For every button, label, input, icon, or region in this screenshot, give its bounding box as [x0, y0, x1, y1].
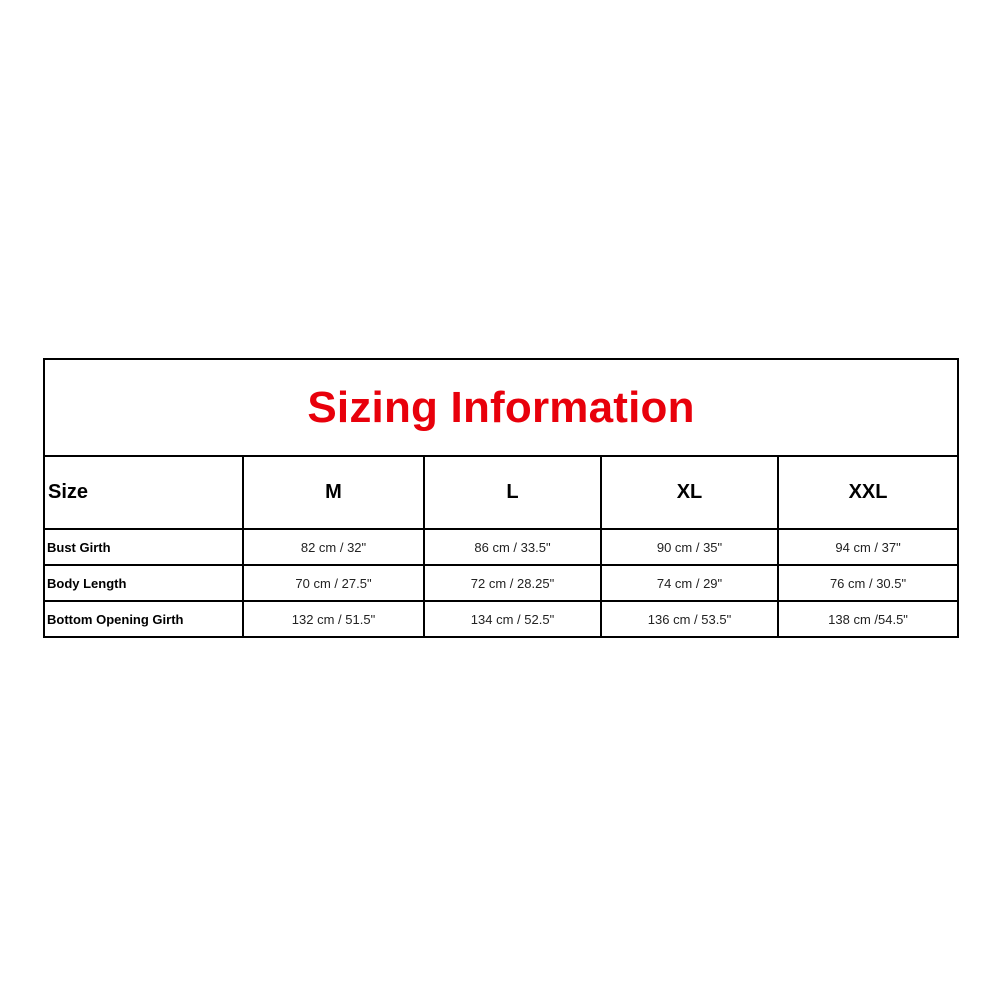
table-cell: 70 cm / 27.5": [243, 565, 424, 601]
size-header-xl: XL: [601, 456, 778, 529]
table-cell: 138 cm /54.5": [778, 601, 958, 637]
table-row-body-length: [44, 565, 958, 601]
table-row-bottom-opening-girth: [44, 601, 958, 637]
table-cell: 134 cm / 52.5": [424, 601, 601, 637]
size-header-label: Size: [44, 456, 243, 529]
table-row-bust-girth: [44, 529, 958, 565]
size-header-xxl: XXL: [778, 456, 958, 529]
sizing-table: [43, 358, 959, 638]
title-row: [44, 359, 958, 456]
table-cell: 136 cm / 53.5": [601, 601, 778, 637]
table-cell: 90 cm / 35": [601, 529, 778, 565]
size-header-m: M: [243, 456, 424, 529]
table-cell: 132 cm / 51.5": [243, 601, 424, 637]
table-cell: 86 cm / 33.5": [424, 529, 601, 565]
sizing-title: Sizing Information: [44, 359, 958, 456]
row-label: Body Length: [44, 565, 243, 601]
header-row: [44, 456, 958, 529]
row-label: Bottom Opening Girth: [44, 601, 243, 637]
row-label: Bust Girth: [44, 529, 243, 565]
table-cell: 74 cm / 29": [601, 565, 778, 601]
table-cell: 94 cm / 37": [778, 529, 958, 565]
table-cell: 72 cm / 28.25": [424, 565, 601, 601]
table-cell: 82 cm / 32": [243, 529, 424, 565]
table-cell: 76 cm / 30.5": [778, 565, 958, 601]
size-header-l: L: [424, 456, 601, 529]
